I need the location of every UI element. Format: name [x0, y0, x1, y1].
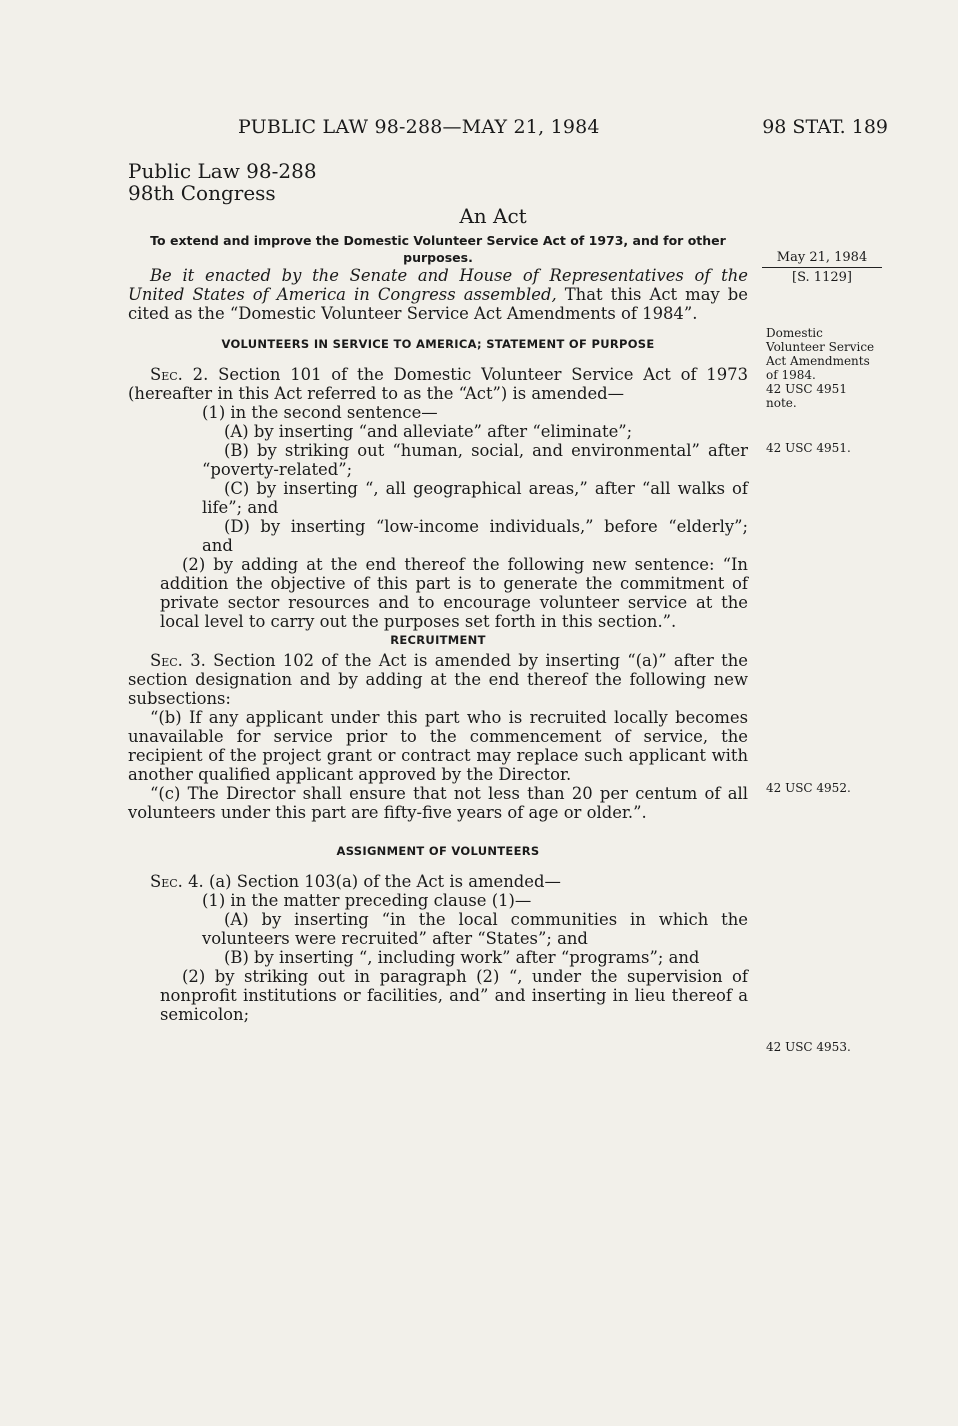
section-3-text: Section 102 of the Act is amended by inserting “(a)” after the section designation and by adding at the end thereof the following new subsections: — [128, 651, 748, 708]
section-heading-3: RECRUITMENT — [390, 633, 486, 647]
header-title: PUBLIC LAW 98-288—MAY 21, 1984 — [238, 116, 600, 138]
section-2-label: Sec. 2. — [150, 365, 209, 384]
sec4-para-1 — [128, 891, 748, 910]
sec3-subsection-b: “(b) If any applicant under this part who is recruited locally becomes unavailable for service prior to the commencement of service, the recipient of the project grant or contract may replace such applicant with another qualified applicant approved by the Director. — [128, 708, 748, 784]
congress: 98th Congress — [128, 181, 276, 205]
section-4-text: (a) Section 103(a) of the Act is amended— — [203, 872, 561, 891]
section-2-text: Section 101 of the Domestic Volunteer Service Act of 1973 (hereafter in this Act referred to as the “Act”) is amended— — [128, 365, 749, 403]
section-heading-4: ASSIGNMENT OF VOLUNTEERS — [336, 844, 540, 858]
section-4 — [128, 872, 748, 891]
sec2-para-1C: (C) by inserting “, all geographical areas,” after “all walks of life”; and — [202, 479, 748, 517]
sec2-para-1A: (A) by inserting “and alleviate” after “eliminate”; — [224, 422, 633, 441]
main-text — [128, 160, 748, 1024]
sidebar-date: May 21, 1984 — [762, 250, 882, 268]
margin-note-short-title-text: Domestic Volunteer Service Act Amendments of 1984. — [766, 326, 875, 382]
margin-note-short-title — [766, 326, 876, 410]
sec4-para-1-text: (1) in the matter preceding clause (1)— — [202, 891, 532, 910]
section-3 — [128, 651, 748, 708]
section-3-label: Sec. 3. — [150, 651, 206, 670]
sec2-para-2: (2) by adding at the end thereof the following new sentence: “In addition the objective of this part is to generate the commitment of private sector resources and to encourage volunteer service at the local level to carry out the purposes set forth in this section.”. — [160, 555, 748, 631]
sidebar-bill-number: [S. 1129] — [792, 270, 852, 285]
margin-note-sec3: 42 USC 4952. — [766, 781, 851, 795]
law-number: Public Law 98-288 — [128, 159, 317, 183]
header-page-number: 98 STAT. 189 — [762, 116, 888, 138]
sec4-para-1B: (B) by inserting “, including work” after “programs”; and — [224, 948, 700, 967]
sec2-para-1-text: (1) in the second sentence— — [202, 403, 438, 422]
sec2-para-1B: (B) by striking out “human, social, and environmental” after “poverty-related”; — [202, 441, 748, 479]
act-purpose: To extend and improve the Domestic Volunteer Service Act of 1973, and for other purposes. — [150, 233, 726, 265]
section-4-label: Sec. 4. — [150, 872, 204, 891]
act-label: An Act — [459, 204, 527, 228]
margin-note-short-title-cite: 42 USC 4951 note. — [766, 382, 847, 410]
section-heading-2: VOLUNTEERS IN SERVICE TO AMERICA; STATEMENT OF PURPOSE — [221, 337, 655, 351]
sec2-para-1 — [128, 403, 748, 422]
sec3-subsection-c: “(c) The Director shall ensure that not less than 20 per centum of all volunteers under this part are fifty-five years of age or older.”. — [128, 784, 748, 822]
running-header — [0, 116, 958, 140]
sec2-para-1D: (D) by inserting “low-income individuals,” before “elderly”; and — [202, 517, 748, 555]
margin-note-sec2: 42 USC 4951. — [766, 441, 851, 455]
enacting-italic: Be it enacted by the Senate and House of Representatives of the United States of America in Congress assembled, — [128, 266, 748, 304]
margin-note-sec4: 42 USC 4953. — [766, 1040, 851, 1054]
section-2 — [128, 365, 748, 403]
date-box — [762, 250, 882, 285]
sec4-para-2: (2) by striking out in paragraph (2) “, under the supervision of nonprofit institutions or facilities, and” and inserting in lieu thereof a semicolon; — [160, 967, 748, 1024]
enacting-clause — [128, 266, 748, 323]
sec4-para-1A: (A) by inserting “in the local communities in which the volunteers were recruited” after “States”; and — [202, 910, 748, 948]
enacting-rest: That this Act may be cited as the “Domestic Volunteer Service Act Amendments of 1984”. — [128, 285, 748, 323]
